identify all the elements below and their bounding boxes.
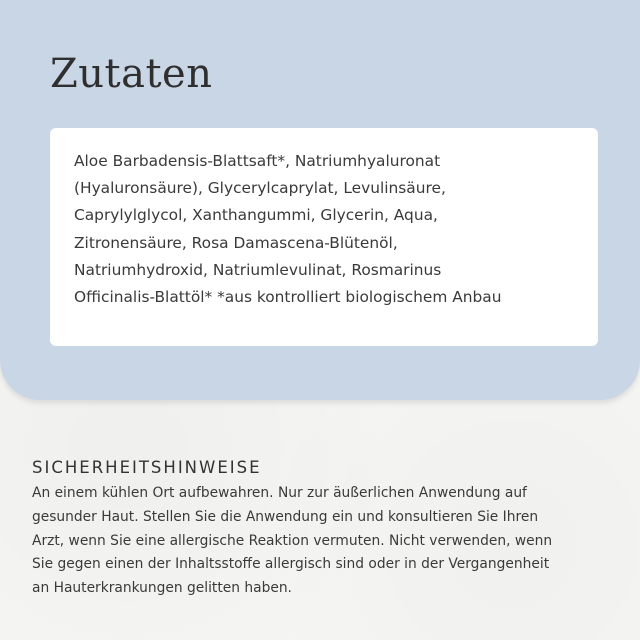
- ingredients-title: Zutaten: [50, 51, 213, 97]
- safety-text: An einem kühlen Ort aufbewahren. Nur zur äußerlichen Anwendung auf gesunder Haut. Stellen Sie die Anwendung ein und konsultieren Sie Ihren Arzt, wenn Sie eine allergische Reaktion vermuten. Nicht verwenden, wenn Sie gegen einen der Inhaltsstoffe allergisch sind oder in der Vergangenheit an Hauterkrankungen gelitten haben.: [32, 485, 553, 597]
- ingredients-list: Aloe Barbadensis-Blattsaft*, Natriumhyaluronat (Hyaluronsäure), Glycerylcaprylat, Levulinsäure, Caprylylglycol, Xanthangummi, Glycerin, Aqua, Zitronensäure, Rosa Damascena-Blütenöl, Natriumhydroxid, Natriumlevulinat, Rosmarinus Officinalis-Blattöl* *aus kontrolliert biologischem Anbau: [74, 152, 502, 307]
- ingredients-card: [50, 128, 598, 346]
- safety-heading: SICHERHEITSHINWEISE: [32, 458, 262, 477]
- safety-section: [32, 456, 607, 601]
